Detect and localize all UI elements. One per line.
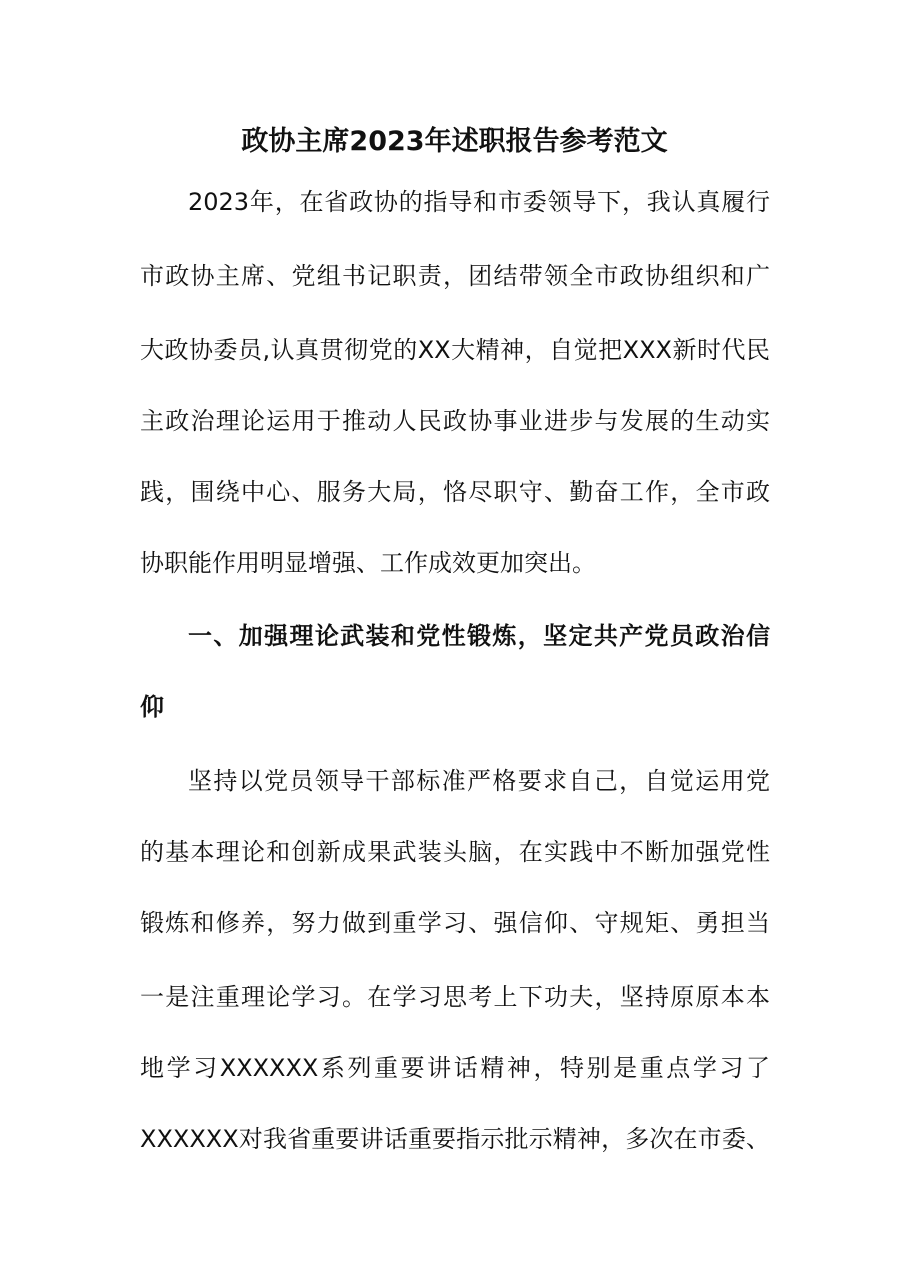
paragraph-line: 的基本理论和创新成果武装头脑，在实践中不断加强党性 xyxy=(140,838,770,866)
paragraph-line: XXXXXX对我省重要讲话重要指示批示精神，多次在市委、 xyxy=(140,1125,770,1153)
paragraph-line: 市政协主席、党组书记职责，团结带领全市政协组织和广 xyxy=(140,262,770,290)
page-title: 政协主席2023年述职报告参考范文 xyxy=(241,126,668,157)
paragraph-line: 地学习XXXXXX系列重要讲话精神，特别是重点学习了 xyxy=(140,1054,770,1082)
paragraph-line: 2023年，在省政协的指导和市委领导下，我认真履行 xyxy=(188,188,770,216)
paragraph-line: 协职能作用明显增强、工作成效更加突出。 xyxy=(140,549,596,577)
paragraph-line: 主政治理论运用于推动人民政协事业进步与发展的生动实 xyxy=(140,407,770,435)
paragraph-line: 大政协委员,认真贯彻党的XX大精神，自觉把XXX新时代民 xyxy=(140,336,770,364)
paragraph-line: 践，围绕中心、服务大局，恪尽职守、勤奋工作，全市政 xyxy=(140,478,770,506)
paragraph-line: 一是注重理论学习。在学习思考上下功夫，坚持原原本本 xyxy=(140,983,770,1011)
paragraph-line: 锻炼和修养，努力做到重学习、强信仰、守规矩、勇担当 xyxy=(140,909,770,937)
paragraph-line: 坚持以党员领导干部标准严格要求自己，自觉运用党 xyxy=(188,767,770,795)
section-heading-line: 一、加强理论武装和党性锻炼，坚定共产党员政治信 xyxy=(188,622,770,650)
section-heading-line: 仰 xyxy=(140,693,164,721)
